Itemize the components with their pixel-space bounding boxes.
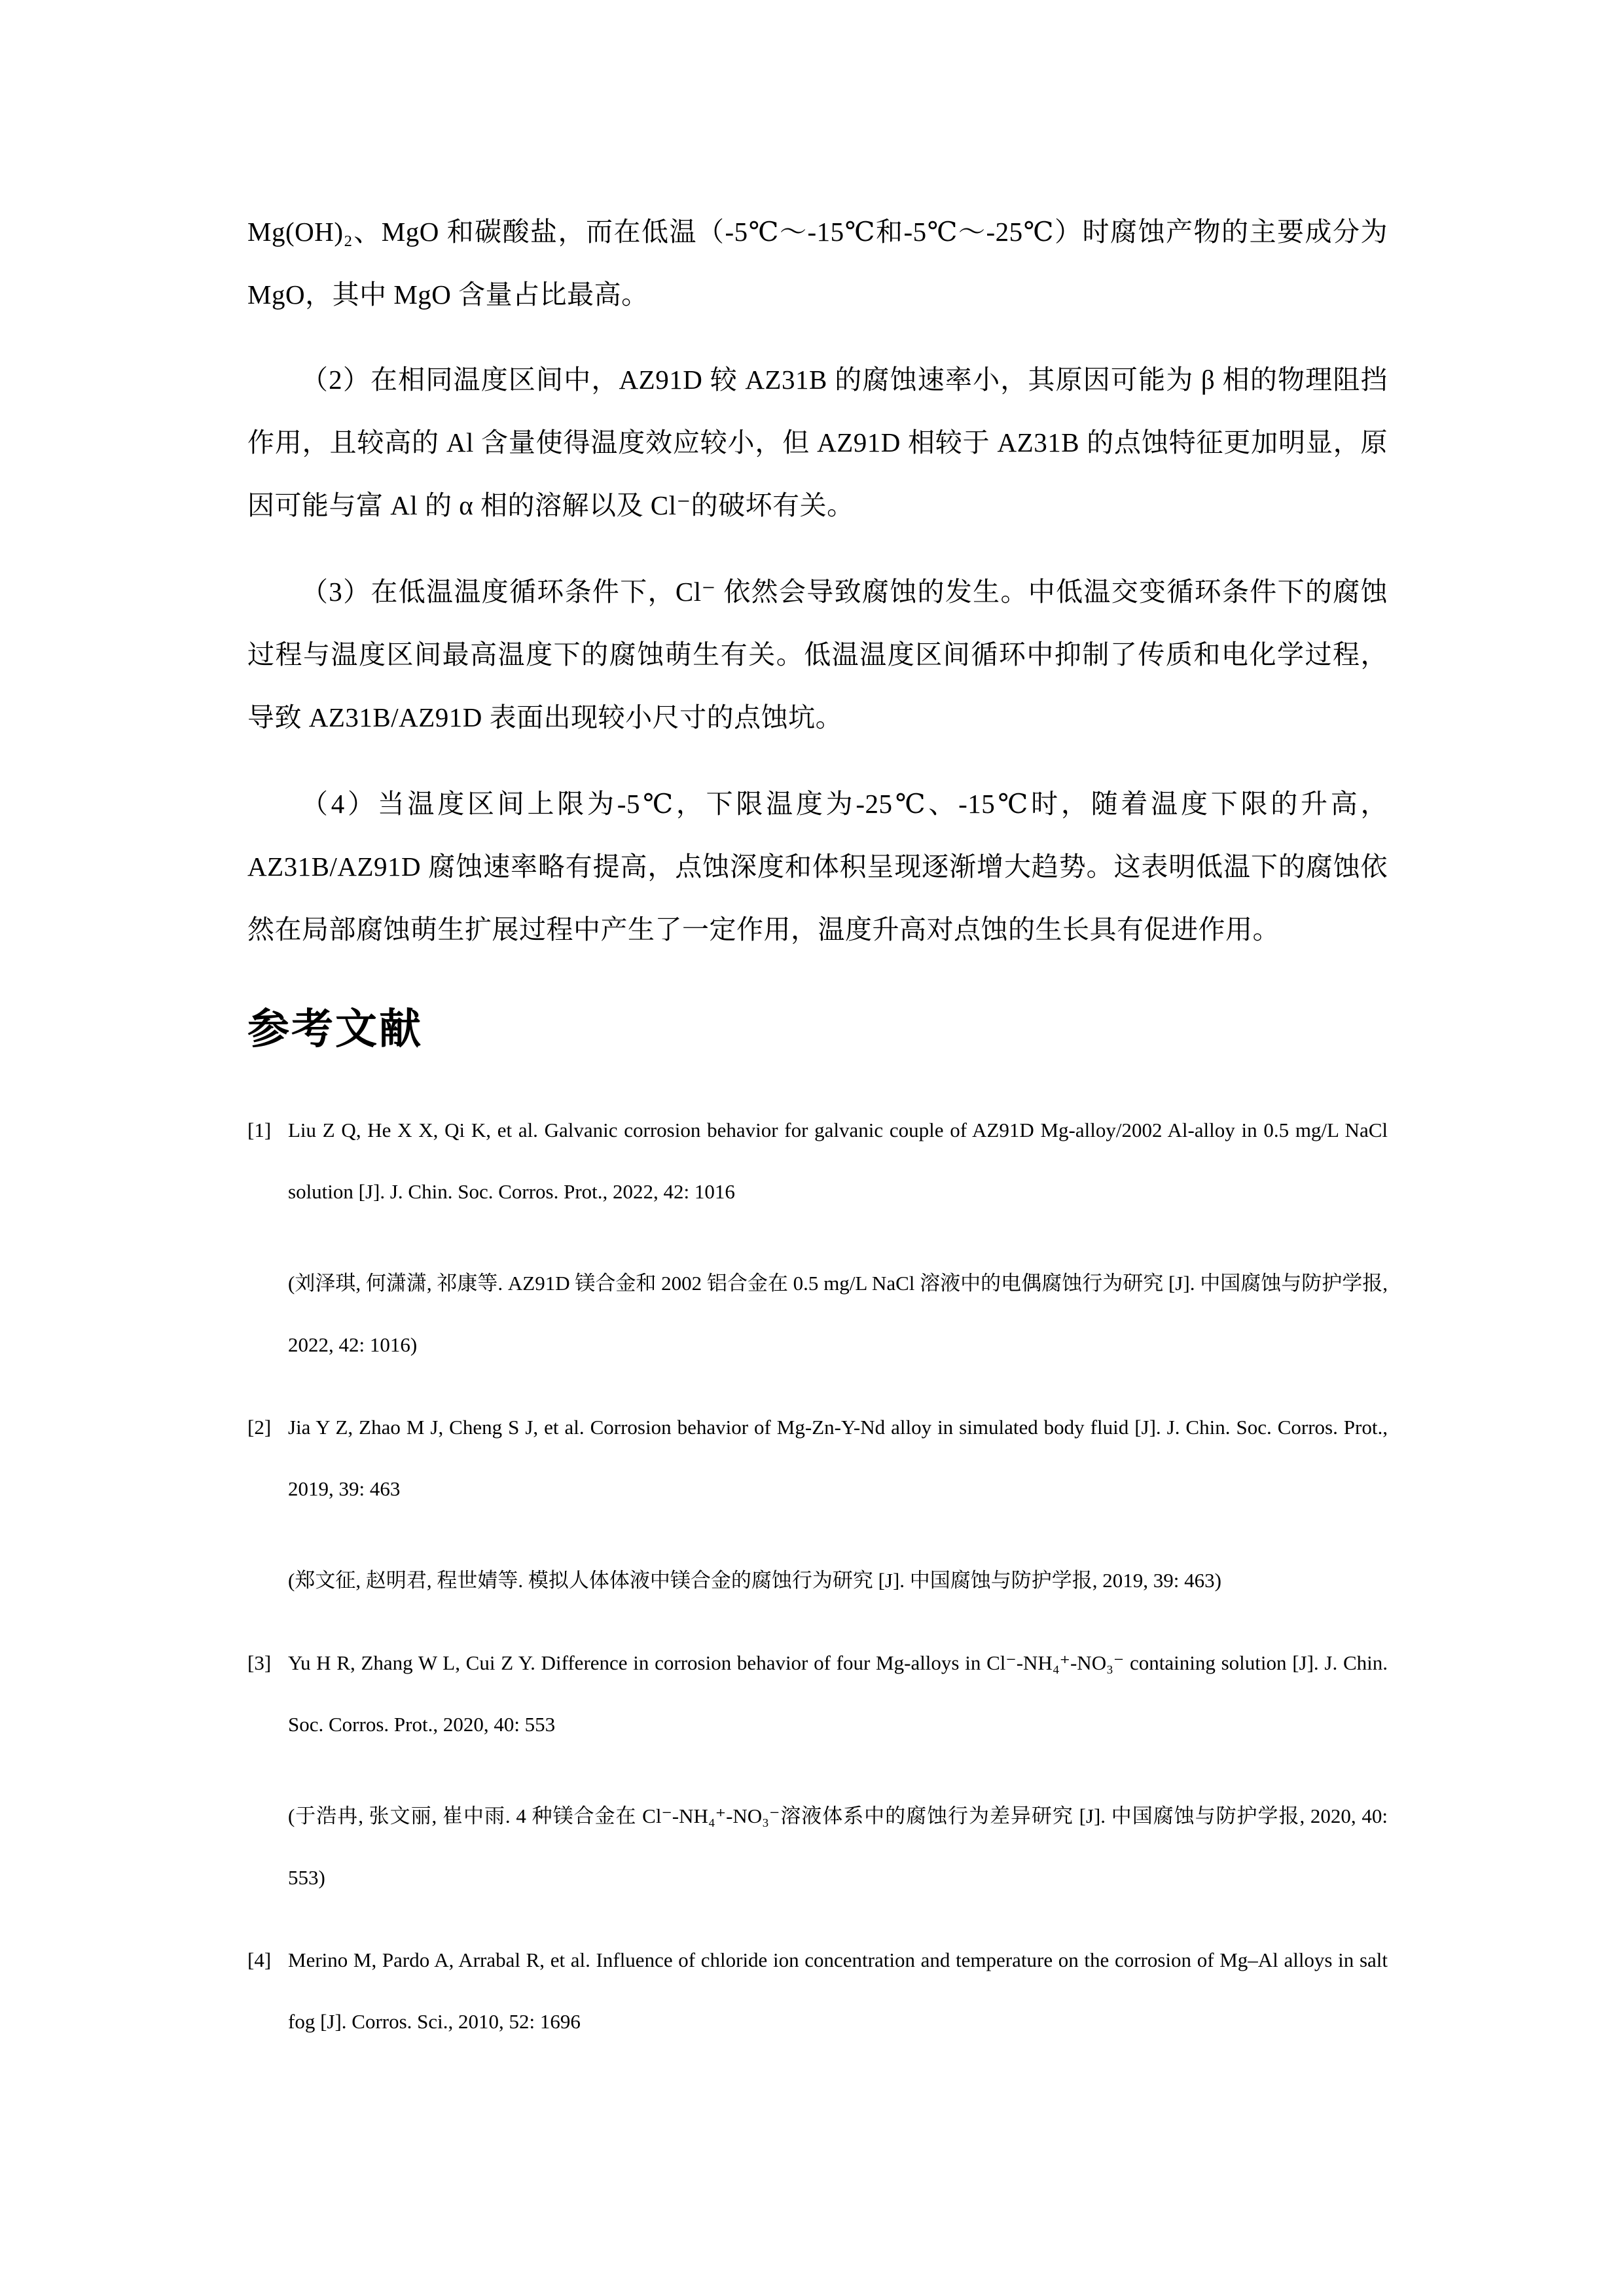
reference-text: Merino M, Pardo A, Arrabal R, et al. Influence of chloride ion concentration and temperature on the corrosion of Mg–Al alloys in salt fog [J]. Corros. Sci., 2010, 52: 1696 (288, 1948, 1388, 2033)
reference-entry-2 (247, 1397, 1388, 1520)
conclusion-paragraph-4: （4）当温度区间上限为-5℃，下限温度为-25℃、-15℃时，随着温度下限的升高，AZ31B/AZ91D 腐蚀速率略有提高，点蚀深度和体积呈现逐渐增大趋势。这表明低温下的腐蚀依然在局部腐蚀萌生扩展过程中产生了一定作用，温度升高对点蚀的生长具有促进作用。 (247, 789, 1388, 944)
reference-number: [3] (247, 1651, 272, 1674)
reference-chinese-text: (刘泽琪, 何潇潇, 祁康等. AZ91D 镁合金和 2002 铝合金在 0.5 mg/L NaCl 溶液中的电偶腐蚀行为研究 [J]. 中国腐蚀与防护学报, 2022, 42: 1016) (288, 1272, 1388, 1356)
references-heading: 参考文献 (247, 1005, 423, 1054)
reference-chinese-text: (郑文征, 赵明君, 程世婧等. 模拟人体体液中镁合金的腐蚀行为研究 [J]. 中国腐蚀与防护学报, 2019, 39: 463) (288, 1569, 1221, 1592)
conclusion-paragraph-1-continued: Mg(OH)₂、MgO 和碳酸盐，而在低温（-5℃～-15℃和-5℃～-25℃）时腐蚀产物的主要成分为 MgO，其中 MgO 含量占比最高。 (247, 217, 1388, 310)
reference-number: [4] (247, 1948, 272, 1971)
reference-3-chinese (247, 1785, 1388, 1909)
reference-text: Jia Y Z, Zhao M J, Cheng S J, et al. Corrosion behavior of Mg-Zn-Y-Nd alloy in simulated body fluid [J]. J. Chin. Soc. Corros. Prot., 2019, 39: 463 (288, 1416, 1388, 1500)
reference-number: [1] (247, 1119, 272, 1141)
conclusion-paragraph-3: （3）在低温温度循环条件下，Cl⁻ 依然会导致腐蚀的发生。中低温交变循环条件下的腐蚀过程与温度区间最高温度下的腐蚀萌生有关。低温温度区间循环中抑制了传质和电化学过程，导致 AZ31B/AZ91D 表面出现较小尺寸的点蚀坑。 (247, 577, 1388, 732)
conclusion-paragraph-2: （2）在相同温度区间中，AZ91D 较 AZ31B 的腐蚀速率小，其原因可能为 β 相的物理阻挡作用，且较高的 Al 含量使得温度效应较小，但 AZ91D 相较于 AZ31B 的点蚀特征更加明显，原因可能与富 Al 的 α 相的溶解以及 Cl⁻的破坏有关。 (247, 365, 1388, 520)
reference-entry-4 (247, 1929, 1388, 2053)
reference-2-chinese (247, 1550, 1388, 1611)
reference-1-chinese (247, 1253, 1388, 1376)
reference-number: [2] (247, 1416, 272, 1439)
reference-entry-3 (247, 1632, 1388, 1755)
reference-text: Yu H R, Zhang W L, Cui Z Y. Difference in corrosion behavior of four Mg-alloys in Cl⁻-NH₄⁺-NO₃⁻ containing solution [J]. J. Chin. Soc. Corros. Prot., 2020, 40: 553 (288, 1651, 1388, 1736)
reference-chinese-text: (于浩冉, 张文丽, 崔中雨. 4 种镁合金在 Cl⁻-NH₄⁺-NO₃⁻溶液体系中的腐蚀行为差异研究 [J]. 中国腐蚀与防护学报, 2020, 40: 553) (288, 1804, 1388, 1889)
reference-entry-1 (247, 1100, 1388, 1223)
reference-text: Liu Z Q, He X X, Qi K, et al. Galvanic corrosion behavior for galvanic couple of AZ91D Mg-alloy/2002 Al-alloy in 0.5 mg/L NaCl solution [J]. J. Chin. Soc. Corros. Prot., 2022, 42: 1016 (288, 1119, 1388, 1203)
